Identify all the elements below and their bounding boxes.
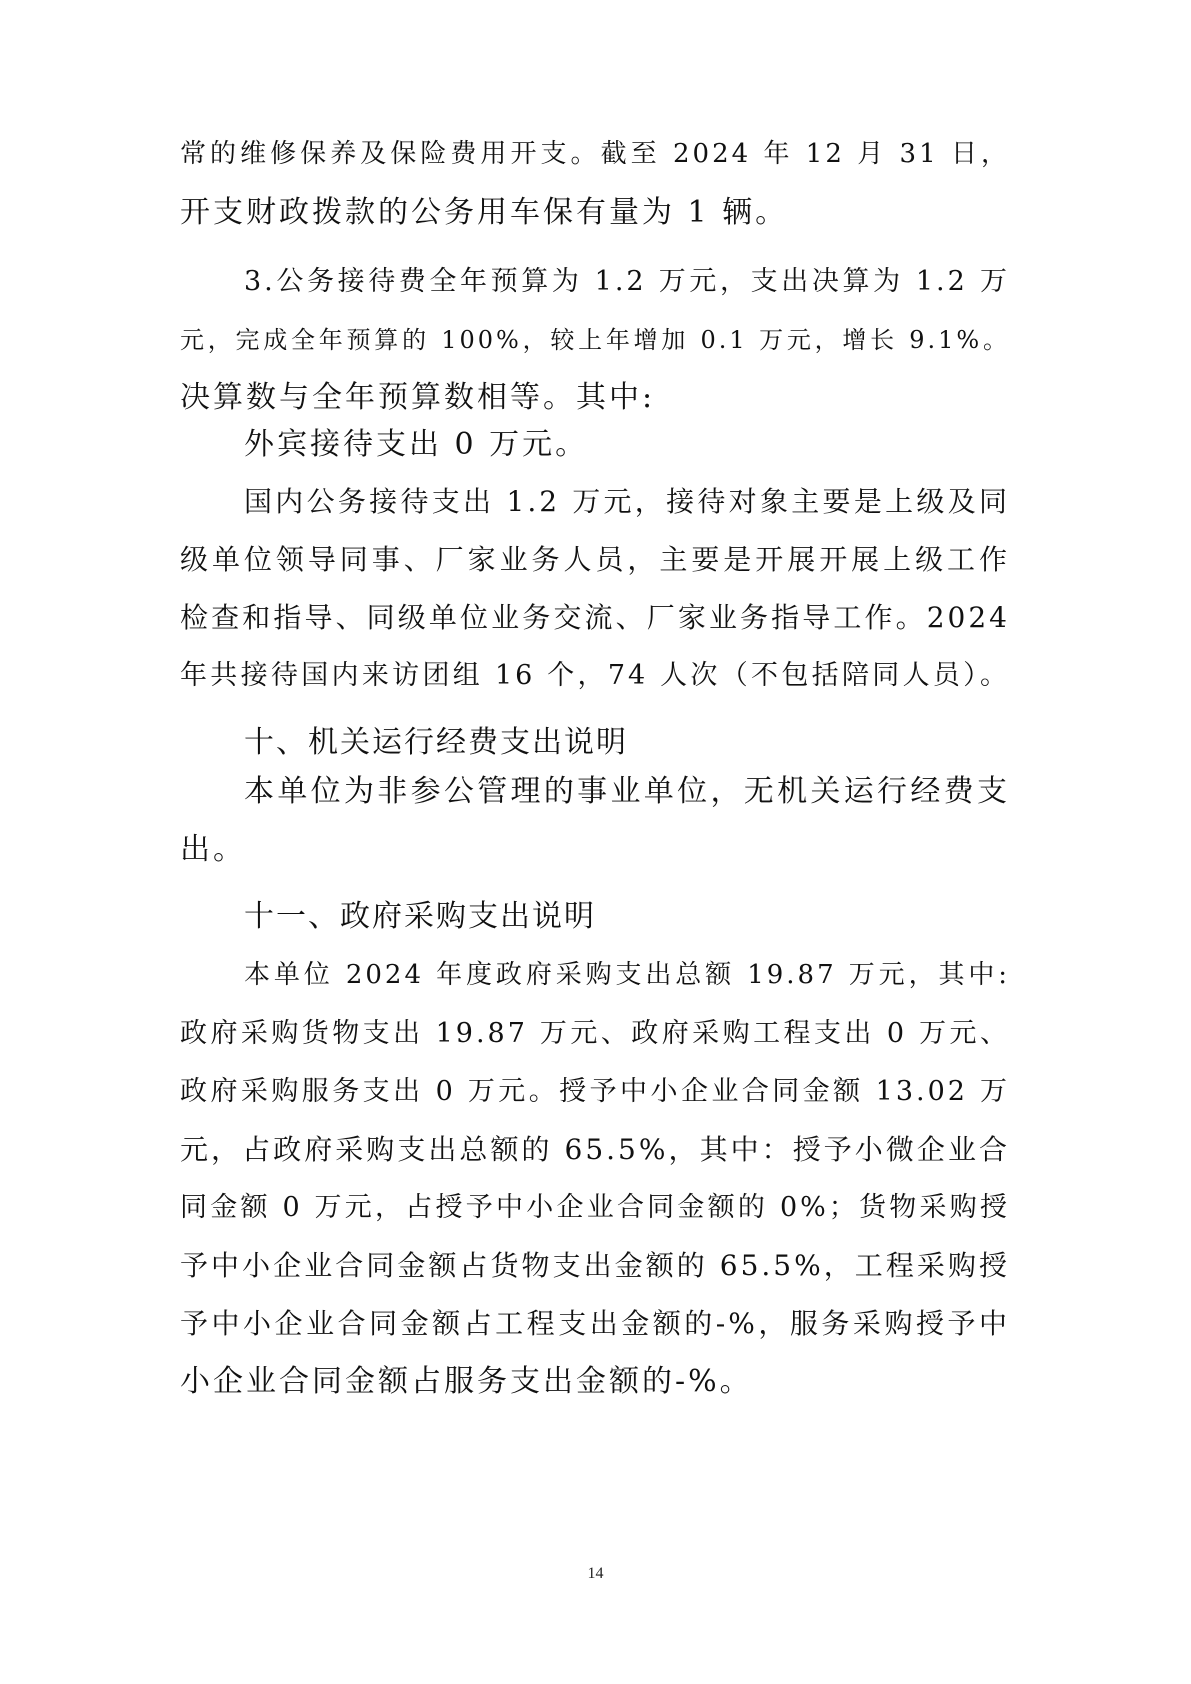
body-text-line: 决算数与全年预算数相等。其中: (180, 380, 656, 415)
body-text-line: 小企业合同金额占服务支出金额的-%。 (180, 1364, 753, 1399)
section-heading: 十、机关运行经费支出说明 (244, 725, 628, 760)
body-text-line: 同金额 0 万元，占授予中小企业合同金额的 0%；货物采购授 (180, 1192, 1010, 1223)
body-text-line: 开支财政拨款的公务用车保有量为 1 辆。 (180, 195, 789, 230)
body-text-line: 级单位领导同事、厂家业务人员，主要是开展开展上级工作 (180, 543, 1010, 576)
body-text-line: 予中小企业合同金额占货物支出金额的 65.5%，工程采购授 (180, 1249, 1010, 1282)
body-text-line: 元，占政府采购支出总额的 65.5%，其中：授予小微企业合 (180, 1133, 1010, 1166)
body-text-line: 予中小企业合同金额占工程支出金额的-%，服务采购授予中 (180, 1307, 1010, 1340)
body-text-line: 出。 (180, 832, 246, 867)
body-text-line: 常的维修保养及保险费用开支。截至 2024 年 12 月 31 日， (180, 139, 1010, 169)
body-text-line: 国内公务接待支出 1.2 万元，接待对象主要是上级及同 (244, 485, 1010, 518)
body-text-line: 外宾接待支出 0 万元。 (244, 427, 589, 462)
body-text-line: 检查和指导、同级单位业务交流、厂家业务指导工作。2024 (180, 601, 1010, 634)
body-text-line: 政府采购货物支出 19.87 万元、政府采购工程支出 0 万元、 (180, 1018, 1010, 1049)
body-text-line: 政府采购服务支出 0 万元。授予中小企业合同金额 13.02 万 (180, 1076, 1010, 1107)
section-heading: 十一、政府采购支出说明 (244, 899, 596, 934)
body-text-line: 元，完成全年预算的 100%，较上年增加 0.1 万元，增长 9.1%。 (180, 326, 1010, 354)
body-text-line: 本单位为非参公管理的事业单位，无机关运行经费支 (244, 774, 1010, 809)
body-text-line: 本单位 2024 年度政府采购支出总额 19.87 万元，其中: (244, 960, 1010, 990)
body-text-line: 年共接待国内来访团组 16 个，74 人次（不包括陪同人员）。 (180, 660, 1010, 691)
body-text-line: 3.公务接待费全年预算为 1.2 万元，支出决算为 1.2 万 (244, 266, 1010, 297)
page-number: 14 (587, 1565, 604, 1582)
